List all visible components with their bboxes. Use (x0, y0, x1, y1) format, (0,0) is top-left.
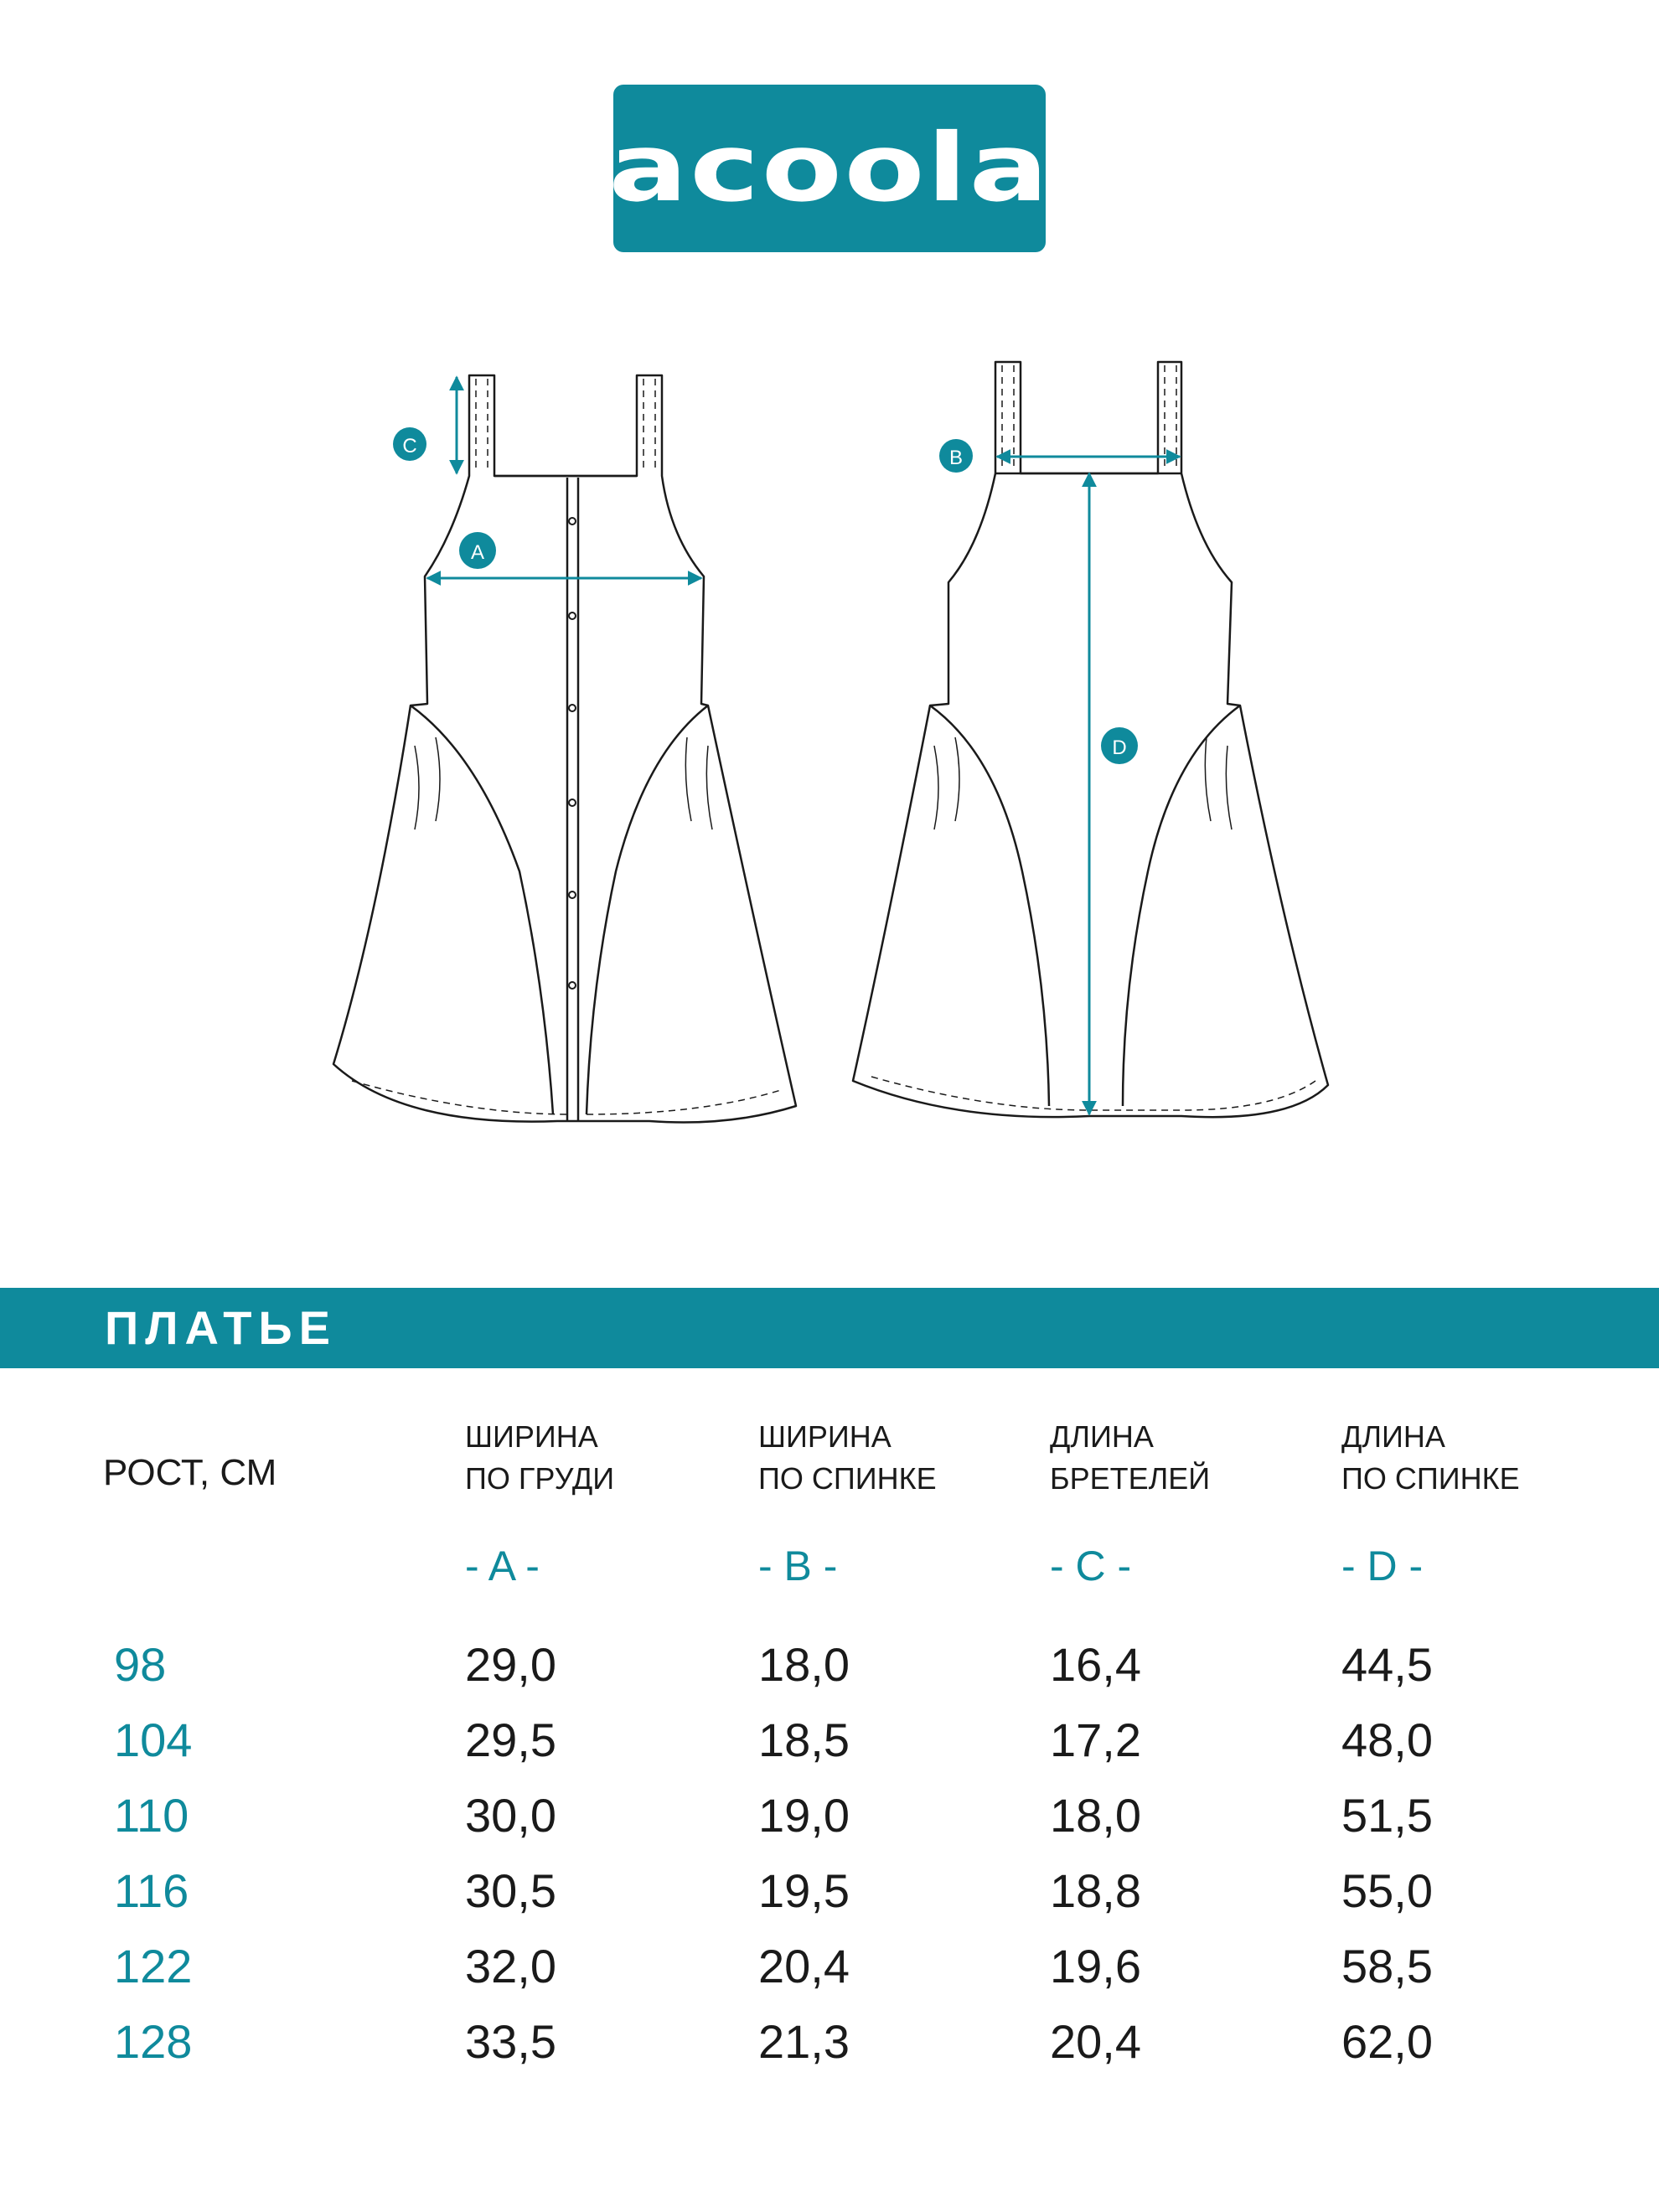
col-b-letter: - B - (758, 1543, 838, 1589)
col-b-header (758, 1416, 937, 1500)
height-value: 128 (114, 2015, 193, 2068)
value-d: 51,5 (1341, 1789, 1433, 1842)
col-d-header (1341, 1416, 1520, 1500)
table-row (0, 1711, 1659, 1778)
height-value: 110 (114, 1789, 189, 1842)
brand-logo (608, 85, 1051, 252)
col-d-header-line1: ДЛИНА (1341, 1419, 1445, 1454)
value-b: 20,4 (758, 1940, 850, 1992)
height-value: 116 (114, 1864, 189, 1917)
marker-a-label: A (470, 541, 485, 564)
col-a-letter: - A - (465, 1543, 540, 1589)
value-c: 18,0 (1050, 1789, 1141, 1842)
product-title: ПЛАТЬЕ (105, 1301, 338, 1354)
marker-c-label: C (402, 435, 417, 457)
col-c-letter: - C - (1050, 1543, 1132, 1589)
height-value: 104 (114, 1713, 193, 1766)
dress-diagram (0, 335, 1659, 1173)
product-title-band (0, 1288, 1659, 1368)
marker-d-label: D (1112, 736, 1127, 759)
height-value: 98 (114, 1638, 167, 1691)
col-c-header-line2: БРЕТЕЛЕЙ (1050, 1461, 1211, 1496)
table-row (0, 2013, 1659, 2080)
value-a: 29,0 (465, 1638, 556, 1691)
value-a: 33,5 (465, 2015, 556, 2068)
logo-text: acoola (608, 114, 1051, 223)
table-row (0, 1636, 1659, 1703)
value-c: 16,4 (1050, 1638, 1141, 1691)
col-a-header-line1: ШИРИНА (465, 1419, 598, 1454)
col-b-header-line1: ШИРИНА (758, 1419, 892, 1454)
value-a: 30,5 (465, 1864, 556, 1917)
height-value: 122 (114, 1940, 193, 1992)
dress-front-drawing (333, 375, 796, 1123)
value-b: 18,5 (758, 1713, 850, 1766)
value-d: 62,0 (1341, 2015, 1433, 2068)
table-row (0, 1786, 1659, 1853)
marker-b-label: B (948, 447, 964, 469)
col-d-letter: - D - (1341, 1543, 1424, 1589)
col-c-header (1050, 1416, 1210, 1500)
col-a-header (465, 1416, 614, 1500)
value-a: 30,0 (465, 1789, 556, 1842)
value-c: 18,8 (1050, 1864, 1141, 1917)
value-a: 29,5 (465, 1713, 556, 1766)
value-b: 21,3 (758, 2015, 850, 2068)
col-a-header-line2: ПО ГРУДИ (465, 1461, 615, 1496)
col-d-header-line2: ПО СПИНКЕ (1341, 1461, 1520, 1496)
value-d: 55,0 (1341, 1864, 1433, 1917)
value-d: 48,0 (1341, 1713, 1433, 1766)
col-c-header-line1: ДЛИНА (1050, 1419, 1154, 1454)
value-a: 32,0 (465, 1940, 556, 1992)
value-c: 20,4 (1050, 2015, 1141, 2068)
col-b-header-line2: ПО СПИНКЕ (758, 1461, 937, 1496)
value-b: 19,5 (758, 1864, 850, 1917)
height-header: РОСТ, СМ (103, 1452, 277, 1493)
table-row (0, 1937, 1659, 2004)
value-b: 18,0 (758, 1638, 850, 1691)
value-c: 17,2 (1050, 1713, 1141, 1766)
value-d: 58,5 (1341, 1940, 1433, 1992)
value-c: 19,6 (1050, 1940, 1141, 1992)
table-row (0, 1862, 1659, 1929)
value-b: 19,0 (758, 1789, 850, 1842)
value-d: 44,5 (1341, 1638, 1433, 1691)
